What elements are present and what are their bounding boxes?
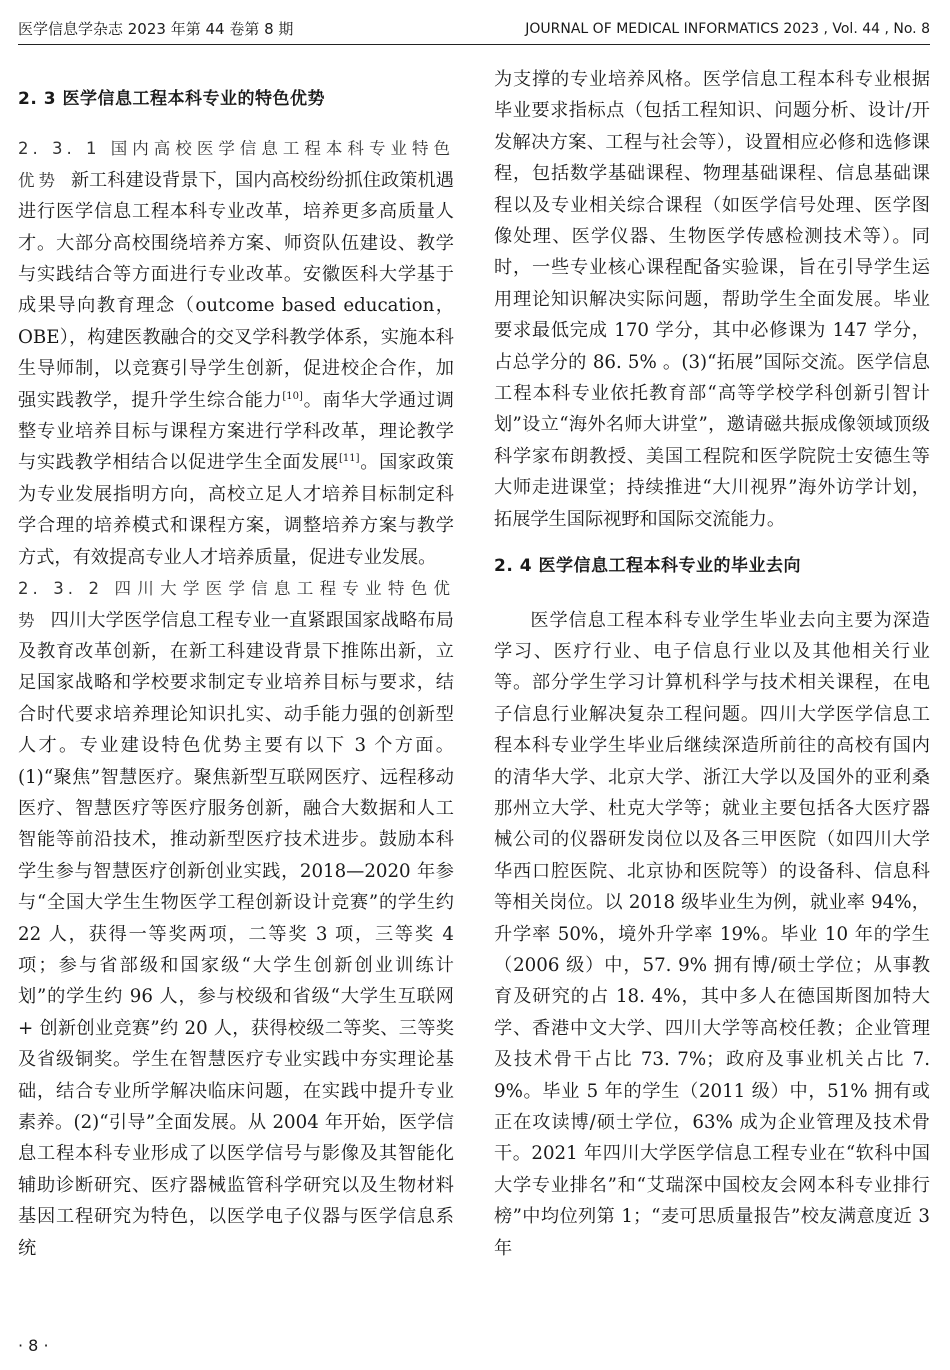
citation: [11] bbox=[339, 453, 360, 465]
citation: [10] bbox=[282, 390, 303, 402]
journal-title-en: JOURNAL OF MEDICAL INFORMATICS 2023 , Vol. 44 , No. 8 bbox=[525, 21, 930, 37]
paragraph-2-4: 医学信息工程本科专业学生毕业去向主要为深造学习、医疗行业、电子信息行业以及其他相关行业等。部分学生学习计算机科学与技术相关课程，在电子信息行业解决复杂工程问题。四川大学医学信息工程本科专业学生毕业后继续深造所前往的高校有国内的清华大学、北京大学、浙江大学以及国外的亚利桑那州立大学、杜克大学等；就业主要包括各大医疗器械公司的仪器研发岗位以及各三甲医院（如四川大学华西口腔医院、北京协和医院等）的设备科、信息科等相关岗位。以 2018 级毕业生为例，就业率 94%，升学率 50%，境外升学率 19%。毕业 10 年的学生（2006 级）中，57. 9% 拥有博/硕士学位；从事教育及研究的占 18. 4%，其中多人在德国斯图加特大学、香港中文大学、四川大学等高校任教；企业管理及技术骨干占比 73. 7%；政府及事业机关占比 7. 9%。毕业 5 年的学生（2011 级）中，51% 拥有或正在攻读博/硕士学位，63% 成为企业管理及技术骨干。2021 年四川大学医学信息工程专业在“软科中国大学专业排名”和“艾瑞深中国校友会网本科专业排行榜”中均位列第 1；“麦可思质量报告”校友满意度近 3 年 bbox=[494, 609, 930, 1259]
paragraph-text: 。南华大学通过调整专业培养目标与课程方案进行学科改革，理论教学与实践教学相结合以促进学生全面发展 bbox=[18, 389, 454, 474]
page-number: · 8 · bbox=[18, 1336, 49, 1355]
journal-title-cn: 医学信息学杂志 2023 年第 44 卷第 8 期 bbox=[18, 20, 294, 38]
section-heading-2-4: 2. 4 医学信息工程本科专业的毕业去向 bbox=[494, 556, 801, 577]
left-column bbox=[18, 84, 454, 1264]
paragraph-2-3-2 bbox=[18, 573, 454, 1264]
subsection-heading-2-3-1: 2. 3. 1 国内高校医学信息工程本科专业特色优势 bbox=[18, 139, 454, 190]
paragraph-text: 四川大学医学信息工程专业一直紧跟国家战略布局及教育改革创新，在新工科建设背景下推陈出新，立足国家战略和学校要求制定专业培养目标与要求，结合时代要求培养理论知识扎实、动手能力强的创新型人才。专业建设特色优势主要有以下 3 个方面。(1)“聚焦”智慧医疗。聚焦新型互联网医疗、远程移动医疗、智慧医疗等医疗服务创新，融合大数据和人工智能等前沿技术，推动新型医疗技术进步。鼓励本科学生参与智慧医疗创新创业实践，2018—2020 年参与“全国大学生生物医学工程创新设计竞赛”的学生约 22 人，获得一等奖两项，二等奖 3 项，三等奖 4 项；参与省部级和国家级“大学生创新创业训练计划”的学生约 96 人，参与校级和省级“大学生互联网 + 创新创业竞赛”约 20 人，获得校级二等奖、三等奖及省级铜奖。学生在智慧医疗专业实践中夯实理论基础，结合专业所学解决临床问题，在实践中提升专业素养。(2)“引导”全面发展。从 2004 年开始，医学信息工程本科专业形成了以医学信号与影像及其智能化辅助诊断研究、医疗器械监管科学研究以及生物材料基因工程研究为特色，以医学电子仪器与医学信息系统 bbox=[18, 609, 454, 1259]
paragraph-text: 新工科建设背景下，国内高校纷纷抓住政策机遇进行医学信息工程本科专业改革，培养更多高质量人才。大部分高校围绕培养方案、师资队伍建设、教学与实践结合等方面进行专业改革。安徽医科大学基于成果导向教育理念（outcome based education，OBE），构建医教融合的交叉学科教学体系，实施本科生导师制，以竞赛引导学生创新，促进校企合作，加强实践教学，提升学生综合能力 bbox=[18, 169, 454, 411]
paragraph-text: 。国家政策为专业发展指明方向，高校立足人才培养目标制定科学合理的培养模式和课程方案，调整培养方案与教学方式，有效提高专业人才培养质量，促进专业发展。 bbox=[18, 452, 454, 568]
paragraph-2-3-1 bbox=[18, 133, 454, 573]
subsection-heading-2-3-2: 2. 3. 2 四川大学医学信息工程专业特色优势 bbox=[18, 579, 454, 630]
section-heading-2-3: 2. 3 医学信息工程本科专业的特色优势 bbox=[18, 89, 325, 109]
paragraph-continued: 为支撑的专业培养风格。医学信息工程本科专业根据毕业要求指标点（包括工程知识、问题分析、设计/开发解决方案、工程与社会等），设置相应必修和选修课程，包括数学基础课程、物理基础课程、信息基础课程以及专业相关综合课程（如医学信号处理、医学图像处理、医学仪器、生物医学传感检测技术等）。同时，一些专业核心课程配备实验课，旨在引导学生运用理论知识解决实际问题，帮助学生全面发展。毕业要求最低完成 170 学分，其中必修课为 147 学分，占总学分的 86. 5% 。(3)“拓展”国际交流。医学信息工程本科专业依托教育部“高等学校学科创新引智计划”设立“海外名师大讲堂”，邀请磁共振成像领域顶级科学家布朗教授、美国工程院和医学院院士安德生等大师走进课堂；持续推进“大川视界”海外访学计划，拓展学生国际视野和国际交流能力。 bbox=[494, 69, 930, 530]
running-header bbox=[18, 8, 930, 45]
right-column bbox=[494, 64, 930, 1264]
